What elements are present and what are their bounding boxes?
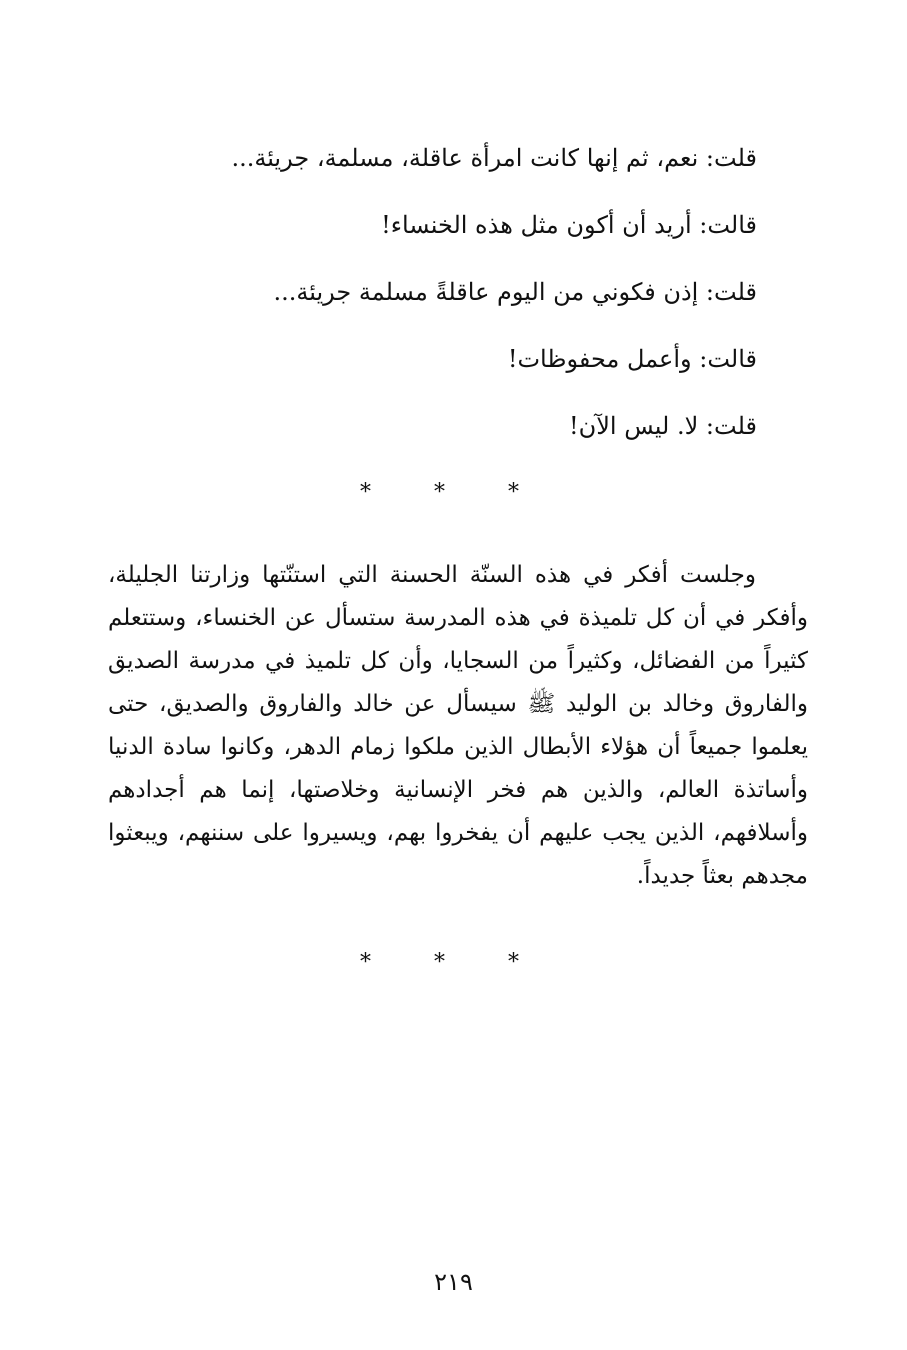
page-number: ٢١٩	[434, 1268, 473, 1296]
dialogue-line: قالت: أريد أن أكون مثل هذه الخنساء!	[381, 211, 757, 239]
dialogue-line: قالت: وأعمل محفوظات!	[507, 345, 757, 373]
paragraph-text: وجلست أفكر في هذه السنّة الحسنة التي استنّتها وزارتنا الجليلة، وأفكر في أن كل تلميذة في هذه المدرسة ستسأل عن الخنساء، وستتعلم كثيراً من الفضائل، وكثيراً من السجايا، وأن كل تلميذ في مدرسة الصديق والفاروق وخالد بن الوليد ﷺ سيسأل عن خالد والفاروق والصديق، حتى يعلموا جميعاً أن هؤلاء الأبطال الذين ملكوا زمام الدهر، وكانوا سادة الدنيا وأساتذة العالم، والذين هم فخر الإنسانية وخلاصتها، إنما هم أجدادهم وأسلافهم، الذين يجب عليهم أن يفخروا بهم، ويسيروا على سننهم، ويبعثوا مجدهم بعثاً جديداً.	[108, 562, 808, 889]
body-paragraph	[108, 554, 808, 898]
dialogue-line: قلت: إذن فكوني من اليوم عاقلةً مسلمة جريئة...	[273, 278, 757, 306]
dialogue-line: قلت: نعم، ثم إنها كانت امرأة عاقلة، مسلمة، جريئة...	[231, 144, 757, 172]
section-separator: * * *	[360, 480, 547, 505]
dialogue-block	[137, 140, 757, 475]
dialogue-line: قلت: لا. ليس الآن!	[568, 412, 757, 440]
section-separator: * * *	[360, 950, 547, 975]
